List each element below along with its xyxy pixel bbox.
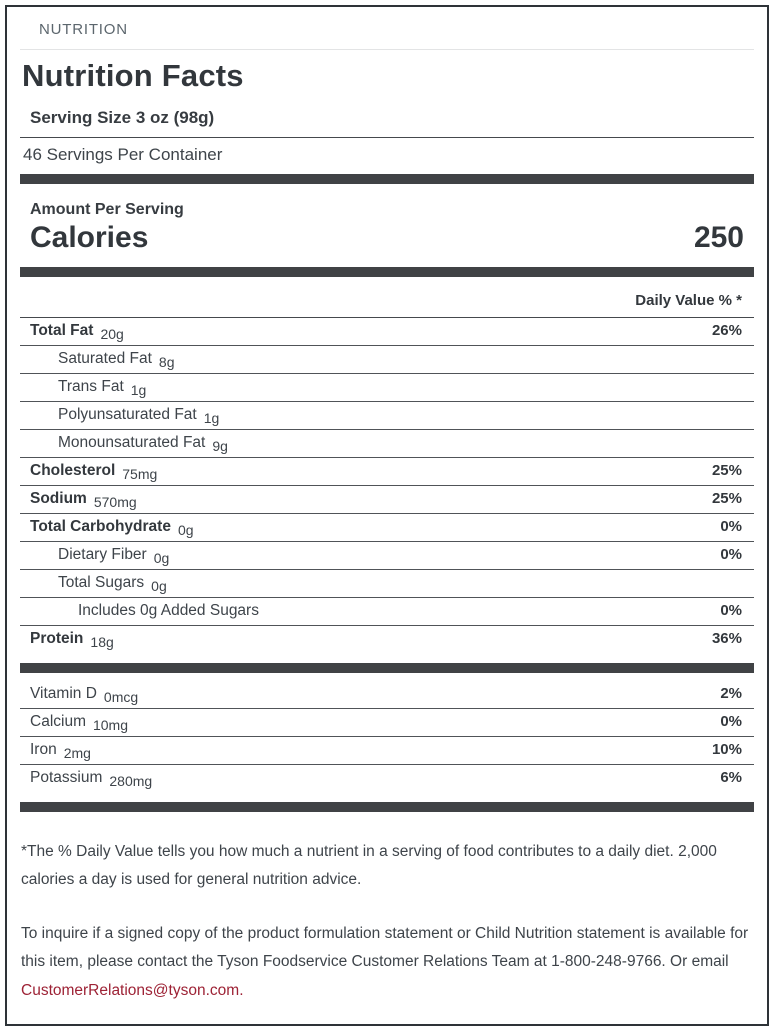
table-row bbox=[20, 486, 754, 514]
nutrient-daily-value: 0% bbox=[720, 713, 742, 730]
thick-divider-bar bbox=[20, 267, 754, 277]
spacer bbox=[20, 653, 754, 663]
nutrient-amount: 1g bbox=[130, 382, 147, 398]
email-link[interactable]: CustomerRelations@tyson.com bbox=[21, 982, 240, 1000]
table-row bbox=[20, 318, 754, 346]
nutrient-amount: 0g bbox=[153, 550, 170, 566]
nutrient-label: Total Carbohydrate bbox=[30, 518, 171, 535]
nutrient-label: Total Fat bbox=[30, 322, 94, 339]
nutrient-amount: 0mcg bbox=[103, 689, 139, 705]
table-row bbox=[20, 598, 754, 626]
nutrient-amount: 20g bbox=[100, 326, 124, 342]
nutrient-daily-value: 10% bbox=[711, 741, 742, 758]
calories-value: 250 bbox=[693, 221, 744, 254]
nutrient-label: Trans Fat bbox=[58, 378, 124, 395]
daily-value-footnote: *The % Daily Value tells you how much a nutrient in a serving of food contributes to a daily diet. 2,000 calories a day is used for general nutrition advice. bbox=[21, 843, 717, 888]
table-row bbox=[20, 514, 754, 542]
table-row bbox=[20, 430, 754, 458]
nutrient-label: Polyunsaturated Fat bbox=[58, 406, 197, 423]
nutrient-amount: 2mg bbox=[63, 745, 91, 761]
table-row bbox=[20, 765, 754, 792]
nutrient-amount: 10mg bbox=[92, 717, 129, 733]
nutrient-daily-value: 25% bbox=[711, 490, 742, 507]
table-row bbox=[20, 402, 754, 430]
nutrient-label: Iron bbox=[30, 741, 57, 758]
nutrient-label: Saturated Fat bbox=[58, 350, 152, 367]
nutrient-amount: 75mg bbox=[122, 466, 158, 482]
spacer bbox=[20, 792, 754, 802]
page-title: Nutrition Facts bbox=[22, 58, 244, 93]
nutrient-daily-value: 0% bbox=[720, 518, 742, 535]
nutrient-label: Dietary Fiber bbox=[58, 546, 147, 563]
table-row bbox=[20, 542, 754, 570]
nutrient-amount: 280mg bbox=[109, 773, 153, 789]
nutrient-label: Protein bbox=[30, 630, 84, 647]
servings-per-container: 46 Servings Per Container bbox=[23, 145, 223, 164]
nutrient-label: Vitamin D bbox=[30, 685, 97, 702]
thick-divider-bar bbox=[20, 174, 754, 184]
table-row bbox=[20, 570, 754, 598]
amount-per-serving-label: Amount Per Serving bbox=[30, 201, 184, 218]
nutrient-daily-value: 6% bbox=[720, 769, 742, 786]
nutrient-label: Potassium bbox=[30, 769, 103, 786]
table-row bbox=[20, 709, 754, 737]
nutrient-daily-value: 2% bbox=[720, 685, 742, 702]
nutrient-amount: 0g bbox=[177, 522, 194, 538]
table-row bbox=[20, 737, 754, 765]
table-row bbox=[20, 626, 754, 653]
contact-text-end: . bbox=[239, 982, 244, 1000]
table-row bbox=[20, 458, 754, 486]
nutrient-label: Sodium bbox=[30, 490, 87, 507]
nutrient-daily-value: 36% bbox=[711, 630, 742, 647]
table-row bbox=[20, 374, 754, 402]
thick-divider-bar bbox=[20, 802, 754, 812]
nutrient-label: Calcium bbox=[30, 713, 86, 730]
serving-size-label: Serving Size 3 oz (98g) bbox=[30, 108, 215, 127]
table-row bbox=[20, 346, 754, 374]
section-label: NUTRITION bbox=[39, 21, 128, 38]
nutrient-label: Includes 0g Added Sugars bbox=[78, 602, 259, 619]
thick-divider-bar bbox=[20, 663, 754, 673]
contact-text: To inquire if a signed copy of the product formulation statement or Child Nutrition statement is available for this item, please contact the Tyson Foodservice Customer Relations Team at 1-800-248-9766. Or email bbox=[21, 924, 749, 971]
nutrition-facts-panel bbox=[5, 5, 769, 1026]
calories-label: Calories bbox=[30, 221, 149, 254]
nutrient-amount: 0g bbox=[151, 578, 167, 594]
micronutrients-table bbox=[20, 681, 754, 792]
nutrient-amount: 9g bbox=[212, 438, 228, 454]
nutrient-daily-value: 0% bbox=[720, 602, 742, 619]
nutrients-table bbox=[20, 318, 754, 653]
nutrient-amount: 1g bbox=[203, 410, 220, 426]
nutrient-label: Total Sugars bbox=[58, 574, 145, 591]
nutrient-label: Monounsaturated Fat bbox=[58, 434, 206, 451]
daily-value-column-header: Daily Value % * bbox=[20, 277, 754, 318]
nutrient-daily-value: 26% bbox=[711, 322, 742, 339]
nutrient-amount: 18g bbox=[90, 634, 114, 650]
calories-row bbox=[20, 221, 754, 267]
table-row bbox=[20, 681, 754, 709]
nutrient-daily-value: 25% bbox=[711, 462, 742, 479]
nutrient-label: Cholesterol bbox=[30, 462, 116, 479]
nutrient-amount: 570mg bbox=[93, 494, 137, 510]
contact-paragraph bbox=[20, 894, 754, 1006]
nutrient-daily-value: 0% bbox=[720, 546, 742, 563]
nutrient-amount: 8g bbox=[158, 354, 175, 370]
spacer bbox=[20, 673, 754, 681]
